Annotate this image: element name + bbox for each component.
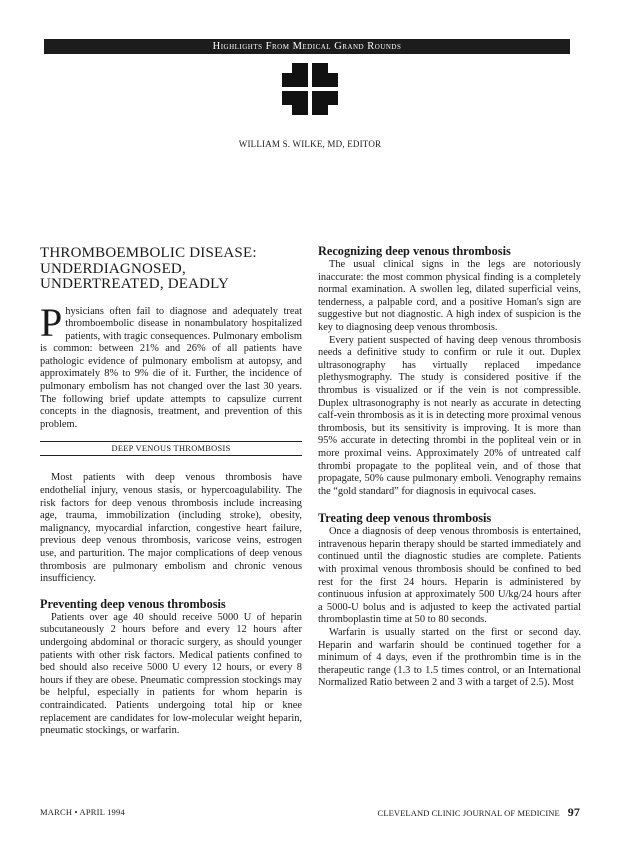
title-line-3: UNDERTREATED, DEADLY (40, 276, 230, 292)
dvt-paragraph: Most patients with deep venous thrombosis have endothelial injury, venous stasis, or hypercoagulability. The risk factors for deep venous thrombosis include increasing age, trauma, immobilization (including stroke), obesity, malignancy, myocardial infarction, congestive heart failure, previous deep venous thrombosis, varicose veins, estrogen use, and parturition. The major complications of deep venous thrombosis are pulmonary embolism and chronic venous insufficiency. (40, 472, 302, 585)
journal-name: CLEVELAND CLINIC JOURNAL OF MEDICINE (377, 808, 560, 818)
recognizing-heading: Recognizing deep venous thrombosis (318, 244, 511, 258)
section-heading: DEEP VENOUS THROMBOSIS (40, 441, 302, 456)
editor-credit: WILLIAM S. WILKE, MD, EDITOR (238, 139, 382, 149)
drop-cap: P (40, 299, 63, 345)
treating-paragraph-2: Warfarin is usually started on the first or second day. Heparin and warfarin should be continued together for a minimum of 4 days, even if the prothrombin time is in the therapeutic range (1.3 to 1.5 times control, or an International Normalized Ratio between 2 and 3 with a target of 2.5). Most (318, 627, 581, 689)
preventing-paragraph: Patients over age 40 should receive 5000 U of heparin subcutaneously 2 hours before and every 12 hours after undergoing abdominal or thoracic surgery, as should younger patients with other risk factors. Medical patients confined to bed should also receive 5000 U every 12 hours, or every 8 hours if they are obese. Pneumatic compression stockings may be helpful, especially in patients for whom heparin is contraindicated. Patients undergoing total hip or knee replacement are candidates for low-molecular weight heparin, pneumatic stockings, or warfarin. (40, 611, 302, 737)
recognizing-paragraph-2: Every patient suspected of having deep venous thrombosis needs a definitive study to confirm or rule it out. Duplex ultrasonography has virtually replaced impedance plethysmography. The study is considered positive if the thrombus is visualized or if the vein is not compressible. Duplex ultrasonography is not nearly as accurate in detecting calf-vein thrombosis as it is in detecting more proximal venous thrombosis, but its sensitivity is improving. It is more than 95% accurate in detecting thrombi in the popliteal vein or in more proximal veins. Approximately 20% of untreated calf thrombi propagate to the popliteal vein, and of those that propagate, 50% cause pulmonary emboli. Venography remains the “gold standard” for diagnosis in equivocal cases. (318, 334, 581, 497)
page-number: 97 (567, 805, 580, 819)
treating-heading: Treating deep venous thrombosis (318, 511, 492, 526)
section-banner: Highlights From Medical Grand Rounds (44, 39, 570, 54)
title-line-2: UNDERDIAGNOSED, (40, 260, 186, 277)
recognizing-paragraph-1: The usual clinical signs in the legs are notoriously inaccurate: the most common physical finding is a completely normal examination. A swollen leg, dilated superficial veins, tenderness, a palpable cord, and a positive Homan's sign are suggestive but not diagnostic. A high index of suspicion is the key to diagnosing deep venous thrombosis. (318, 259, 581, 333)
intro-text: hysicians often fail to diagnose and adequately treat thromboembolic disease in nonambulatory hospitalized patients, with tragic consequences. Pulmonary embolism is common: between 21% and 26% of all patients have pathologic evidence of pulmonary embolism at autopsy, and approximately 8% to 9% die of it. Further, the incidence of pulmonary embolism has not changed over the last 30 years. The following brief update attempts to capsulize current concepts in the diagnosis, treatment, and prevention of this problem. (40, 305, 302, 430)
intro-paragraph (40, 299, 302, 432)
journal-footer (378, 805, 580, 820)
right-column (318, 240, 581, 690)
left-column (40, 240, 302, 738)
preventing-heading: Preventing deep venous thrombosis (40, 596, 226, 611)
treating-paragraph-1: Once a diagnosis of deep venous thrombosis is entertained, intravenous heparin therapy should be started immediately and continued until the diagnostic studies are complete. Patients with proximal venous thrombosis should be confined to bed rest for the first 24 hours. Heparin is administered by continuous infusion at approximately 500 U/kg/24 hours after a 5000-U bolus and is adjusted to keep the activated partial thromboplastin time at 50 to 80 seconds. (318, 526, 581, 626)
issue-date: MARCH • APRIL 1994 (40, 807, 125, 817)
journal-logo-icon (282, 63, 338, 115)
title-line-1: THROMBOEMBOLIC DISEASE: (40, 245, 257, 261)
article-title (40, 246, 302, 293)
